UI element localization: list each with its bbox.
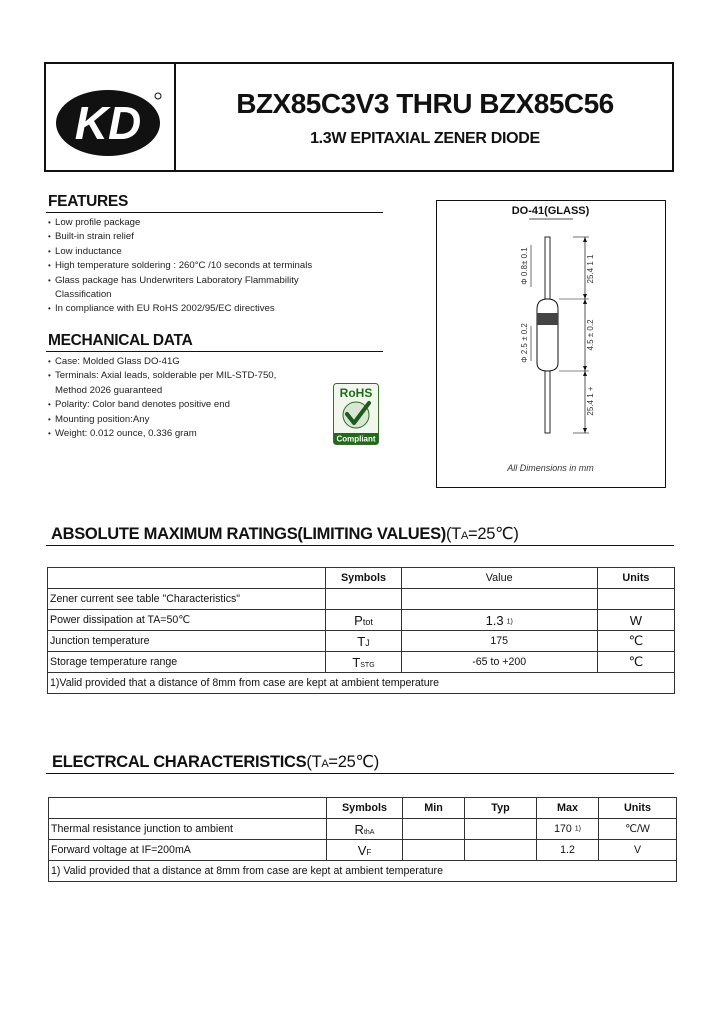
header-box bbox=[44, 62, 674, 172]
list-item: • Low profile package bbox=[48, 216, 378, 230]
top-lead bbox=[545, 237, 550, 299]
table-row: Forward voltage at IF=200mA VF 1.2 V bbox=[49, 840, 677, 861]
table-row: Junction temperature TJ 175 ℃ bbox=[48, 631, 675, 652]
table-header-row bbox=[48, 568, 675, 589]
elec-table bbox=[48, 797, 677, 882]
table-row: Storage temperature range TSTG -65 to +200 ℃ bbox=[48, 652, 675, 673]
abs-max-table bbox=[47, 567, 675, 694]
rohs-compliant-icon bbox=[333, 383, 379, 445]
abs-max-condition: (TA=25℃) bbox=[445, 525, 519, 543]
col-symbols: Symbols bbox=[326, 568, 401, 589]
table-header-row bbox=[49, 798, 677, 819]
list-item: • Low inductance bbox=[48, 245, 378, 259]
bottom-lead bbox=[545, 371, 550, 433]
bottom-lead-length-label: 25.4 1 + bbox=[586, 386, 595, 416]
table-row: Zener current see table "Characteristics" bbox=[48, 589, 675, 610]
kd-logo bbox=[46, 64, 174, 170]
col-min: Min bbox=[403, 798, 465, 819]
page-subtitle: 1.3W EPITAXIAL ZENER DIODE bbox=[310, 130, 540, 147]
elec-condition: (TA=25℃) bbox=[306, 753, 379, 771]
abs-max-title: ABSOLUTE MAXIMUM RATINGS(LIMITING VALUES)(TA=25℃) bbox=[51, 525, 519, 543]
col-typ: Typ bbox=[465, 798, 537, 819]
features-list bbox=[48, 216, 378, 317]
list-item: • Glass package has Underwriters Laboratory Flammability Classification bbox=[48, 274, 325, 303]
body-length-label: 4.5 ± 0.2 bbox=[586, 319, 595, 351]
col-symbols: Symbols bbox=[327, 798, 403, 819]
list-item: • Built-in strain relief bbox=[48, 230, 378, 244]
color-band bbox=[537, 313, 558, 325]
package-diagram bbox=[436, 200, 666, 488]
mechanical-rule bbox=[46, 351, 383, 352]
diagram-note: All Dimensions in mm bbox=[507, 463, 594, 473]
logo-cell bbox=[46, 64, 176, 170]
list-item: • Polarity: Color band denotes positive end bbox=[48, 398, 288, 412]
mechanical-title: MECHANICAL DATA bbox=[48, 332, 193, 349]
page-title: BZX85C3V3 THRU BZX85C56 bbox=[236, 88, 614, 119]
col-units: Units bbox=[597, 568, 674, 589]
list-item: • In compliance with EU RoHS 2002/95/EC directives bbox=[48, 302, 378, 316]
diagram-title: DO-41(GLASS) bbox=[511, 205, 590, 217]
list-item: • Terminals: Axial leads, solderable per MIL-STD-750, Method 2026 guaranteed bbox=[48, 369, 288, 398]
logo-text: KD bbox=[74, 97, 142, 149]
table-footnote-row: 1) Valid provided that a distance at 8mm from case are kept at ambient temperature bbox=[49, 861, 677, 882]
rohs-compliant-label: Compliant bbox=[336, 434, 376, 444]
features-title: FEATURES bbox=[48, 193, 128, 210]
col-value: Value bbox=[401, 568, 597, 589]
table-row: Power dissipation at TA=50℃ Ptot 1.3 1) W bbox=[48, 610, 675, 631]
lead-diameter-label: Φ 0.8± 0.1 bbox=[520, 247, 529, 285]
table-footnote-row: 1)Valid provided that a distance of 8mm from case are kept at ambient temperature bbox=[48, 673, 675, 694]
list-item: • Case: Molded Glass DO-41G bbox=[48, 355, 288, 369]
glass-body bbox=[537, 299, 558, 371]
top-lead-length-label: 25.4 1 1 bbox=[586, 254, 595, 284]
list-item: • Mounting position:Any bbox=[48, 413, 288, 427]
col-max: Max bbox=[537, 798, 599, 819]
table-row: Thermal resistance junction to ambient RthA 170 1) ℃/W bbox=[49, 819, 677, 840]
abs-max-rule bbox=[46, 545, 674, 546]
col-units: Units bbox=[599, 798, 677, 819]
rohs-label: RoHS bbox=[339, 386, 373, 400]
do41-drawing bbox=[437, 201, 665, 487]
list-item: • High temperature soldering : 260°C /10 seconds at terminals bbox=[48, 259, 378, 273]
elec-title: ELECTRCAL CHARACTERISTICS(TA=25℃) bbox=[52, 753, 379, 771]
features-rule bbox=[46, 212, 383, 213]
mechanical-list bbox=[48, 355, 288, 441]
list-item: • Weight: 0.012 ounce, 0.336 gram bbox=[48, 427, 288, 441]
body-diameter-label: Φ 2.5 ± 0.2 bbox=[520, 323, 529, 363]
elec-rule bbox=[46, 773, 674, 774]
